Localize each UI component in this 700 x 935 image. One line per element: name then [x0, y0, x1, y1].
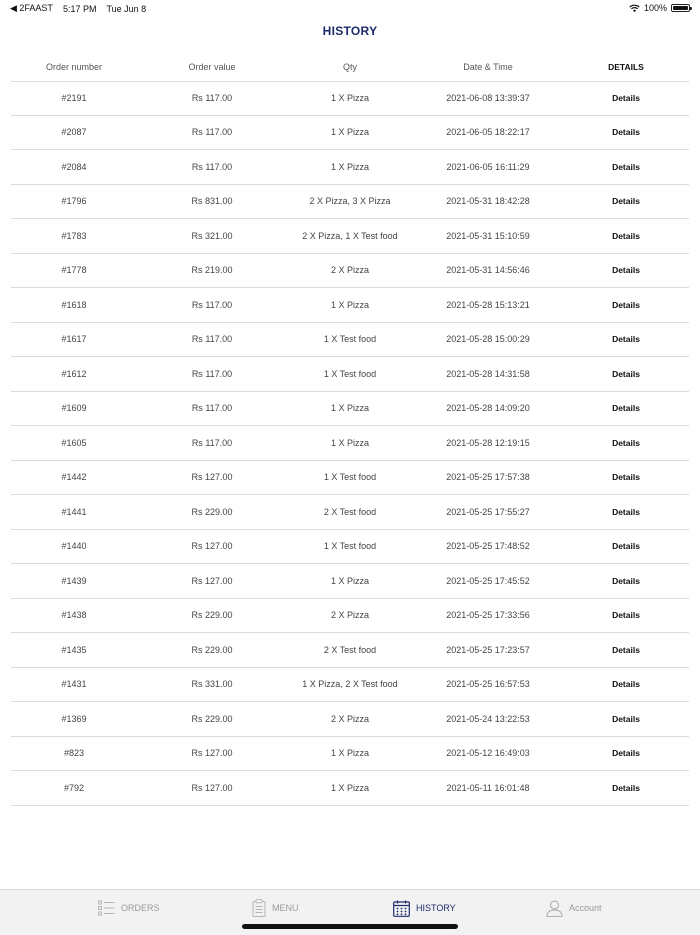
- table-row: [11, 633, 689, 668]
- order-value: Rs 117.00: [191, 334, 233, 345]
- order-date-time: 2021-05-25 17:55:27: [446, 506, 530, 517]
- order-qty: 2 X Test food: [323, 506, 377, 517]
- order-date-time: 2021-05-25 17:23:57: [446, 644, 530, 655]
- tab-menu[interactable]: [252, 899, 299, 917]
- order-value: Rs 229.00: [191, 644, 233, 655]
- order-qty: 1 X Pizza: [330, 403, 370, 414]
- tab-menu-label: MENU: [272, 903, 299, 913]
- status-time: 5:17 PM: [62, 3, 97, 14]
- order-qty: 1 X Test food: [323, 472, 377, 483]
- details-link[interactable]: Details: [612, 92, 640, 103]
- table-row: [11, 357, 689, 392]
- table-row: [11, 254, 689, 289]
- order-number: #823: [63, 748, 85, 759]
- order-date-time: 2021-05-28 14:31:58: [446, 368, 530, 379]
- details-link[interactable]: Details: [612, 506, 640, 517]
- table-row: [11, 564, 689, 599]
- order-qty: 1 X Test food: [323, 368, 377, 379]
- order-date-time: 2021-05-25 16:57:53: [446, 679, 530, 690]
- table-row: [11, 81, 689, 116]
- order-number: #1605: [61, 437, 87, 448]
- tab-account-label: Account: [569, 903, 602, 913]
- table-row: [11, 668, 689, 703]
- tab-orders[interactable]: [98, 899, 160, 917]
- order-value: Rs 127.00: [191, 748, 233, 759]
- tab-history[interactable]: [393, 899, 456, 917]
- order-number: #1441: [61, 506, 87, 517]
- table-row: [11, 392, 689, 427]
- header-qty: Qty: [342, 61, 357, 72]
- order-qty: 1 X Pizza: [330, 782, 370, 793]
- order-date-time: 2021-06-05 18:22:17: [446, 127, 530, 138]
- order-date-time: 2021-05-28 15:00:29: [446, 334, 530, 345]
- table-row: [11, 323, 689, 358]
- table-row: [11, 185, 689, 220]
- order-date-time: 2021-05-24 13:22:53: [446, 713, 530, 724]
- order-number: #1435: [61, 644, 87, 655]
- order-qty: 1 X Pizza: [330, 92, 370, 103]
- details-link[interactable]: Details: [612, 644, 640, 655]
- order-qty: 2 X Pizza: [330, 713, 370, 724]
- order-number: #1440: [61, 541, 87, 552]
- battery-icon: [671, 4, 690, 12]
- header-order-number: Order number: [45, 61, 103, 72]
- order-qty: 2 X Pizza: [330, 610, 370, 621]
- order-qty: 1 X Pizza: [330, 437, 370, 448]
- table-row: [11, 219, 689, 254]
- order-number: #1618: [61, 299, 87, 310]
- details-link[interactable]: Details: [612, 713, 640, 724]
- order-value: Rs 117.00: [191, 92, 233, 103]
- order-date-time: 2021-06-05 16:11:29: [446, 161, 530, 172]
- order-date-time: 2021-05-25 17:45:52: [446, 575, 530, 586]
- order-value: Rs 117.00: [191, 437, 233, 448]
- order-qty: 1 X Pizza: [330, 748, 370, 759]
- order-qty: 1 X Pizza: [330, 299, 370, 310]
- order-number: #1438: [61, 610, 87, 621]
- details-link[interactable]: Details: [612, 748, 640, 759]
- status-date: Tue Jun 8: [106, 3, 147, 14]
- order-qty: 2 X Pizza, 1 X Test food: [302, 230, 398, 241]
- tab-orders-label: ORDERS: [121, 903, 160, 913]
- details-link[interactable]: Details: [612, 679, 640, 690]
- order-value: Rs 117.00: [191, 299, 233, 310]
- order-date-time: 2021-05-28 15:13:21: [446, 299, 530, 310]
- order-qty: 1 X Pizza: [330, 127, 370, 138]
- order-date-time: 2021-05-31 15:10:59: [446, 230, 530, 241]
- list-icon: [98, 900, 115, 916]
- order-value: Rs 127.00: [191, 472, 233, 483]
- order-date-time: 2021-05-11 16:01:48: [446, 782, 530, 793]
- table-header: [11, 52, 689, 82]
- details-link[interactable]: Details: [612, 437, 640, 448]
- order-qty: 2 X Test food: [323, 644, 377, 655]
- details-link[interactable]: Details: [612, 334, 640, 345]
- table-row: [11, 737, 689, 772]
- order-qty: 2 X Pizza, 3 X Pizza: [309, 196, 391, 207]
- calendar-icon: [393, 900, 410, 917]
- table-row: [11, 599, 689, 634]
- details-link[interactable]: Details: [612, 368, 640, 379]
- tab-account[interactable]: [546, 899, 602, 917]
- table-row: [11, 288, 689, 323]
- order-number: #2087: [61, 127, 87, 138]
- order-date-time: 2021-05-28 12:19:15: [446, 437, 530, 448]
- order-value: Rs 127.00: [191, 541, 233, 552]
- order-date-time: 2021-05-31 14:56:46: [446, 265, 530, 276]
- details-link[interactable]: Details: [612, 575, 640, 586]
- order-date-time: 2021-05-25 17:57:38: [446, 472, 530, 483]
- header-details: DETAILS: [608, 61, 644, 72]
- order-number: #1612: [61, 368, 87, 379]
- order-value: Rs 229.00: [191, 506, 233, 517]
- order-qty: 1 X Pizza: [330, 161, 370, 172]
- order-number: #792: [63, 782, 85, 793]
- order-value: Rs 117.00: [191, 368, 233, 379]
- order-value: Rs 331.00: [191, 679, 233, 690]
- order-number: #1783: [61, 230, 87, 241]
- order-date-time: 2021-05-31 18:42:28: [446, 196, 530, 207]
- order-value: Rs 831.00: [191, 196, 233, 207]
- table-row: [11, 495, 689, 530]
- details-link[interactable]: Details: [612, 782, 640, 793]
- table-row: [11, 461, 689, 496]
- order-qty: 2 X Pizza: [330, 265, 370, 276]
- order-qty: 1 X Test food: [323, 334, 377, 345]
- details-link[interactable]: Details: [612, 610, 640, 621]
- clipboard-icon: [252, 899, 266, 917]
- details-link[interactable]: Details: [612, 230, 640, 241]
- order-number: #1369: [61, 713, 87, 724]
- details-link[interactable]: Details: [612, 541, 640, 552]
- table-row: [11, 771, 689, 806]
- order-date-time: 2021-05-25 17:48:52: [446, 541, 530, 552]
- order-number: #1439: [61, 575, 87, 586]
- table-row: [11, 530, 689, 565]
- order-number: #1617: [61, 334, 87, 345]
- header-order-value: Order value: [188, 61, 236, 72]
- back-to-app-link[interactable]: ◀ 2FAAST: [10, 3, 53, 13]
- order-date-time: 2021-05-12 16:49:03: [446, 748, 530, 759]
- details-link[interactable]: Details: [612, 403, 640, 414]
- order-history-table: [11, 81, 689, 806]
- order-value: Rs 321.00: [191, 230, 233, 241]
- order-value: Rs 117.00: [191, 127, 233, 138]
- table-row: [11, 116, 689, 151]
- order-date-time: 2021-06-08 13:39:37: [446, 92, 530, 103]
- details-link[interactable]: Details: [612, 472, 640, 483]
- battery-percent: 100%: [643, 3, 667, 13]
- details-link[interactable]: Details: [612, 299, 640, 310]
- details-link[interactable]: Details: [612, 161, 640, 172]
- order-value: Rs 229.00: [191, 713, 233, 724]
- details-link[interactable]: Details: [612, 127, 640, 138]
- details-link[interactable]: Details: [612, 265, 640, 276]
- tab-history-label: HISTORY: [416, 903, 456, 913]
- order-value: Rs 117.00: [191, 161, 233, 172]
- order-value: Rs 229.00: [191, 610, 233, 621]
- order-qty: 1 X Pizza, 2 X Test food: [302, 679, 398, 690]
- order-date-time: 2021-05-28 14:09:20: [446, 403, 530, 414]
- status-bar: [0, 0, 700, 18]
- order-number: #1778: [61, 265, 87, 276]
- order-number: #1442: [61, 472, 87, 483]
- order-number: #1609: [61, 403, 87, 414]
- table-row: [11, 426, 689, 461]
- order-number: #1796: [61, 196, 87, 207]
- order-qty: 1 X Test food: [323, 541, 377, 552]
- header-date-time: Date & Time: [463, 61, 513, 72]
- order-value: Rs 127.00: [191, 575, 233, 586]
- page-title: HISTORY: [322, 24, 378, 38]
- home-indicator[interactable]: [242, 924, 458, 929]
- order-value: Rs 219.00: [191, 265, 233, 276]
- order-date-time: 2021-05-25 17:33:56: [446, 610, 530, 621]
- order-number: #2084: [61, 161, 87, 172]
- order-qty: 1 X Pizza: [330, 575, 370, 586]
- order-value: Rs 127.00: [191, 782, 233, 793]
- order-number: #1431: [61, 679, 87, 690]
- details-link[interactable]: Details: [612, 196, 640, 207]
- table-row: [11, 150, 689, 185]
- order-number: #2191: [61, 92, 87, 103]
- wifi-icon: [629, 4, 640, 13]
- person-icon: [546, 900, 563, 917]
- table-row: [11, 702, 689, 737]
- order-value: Rs 117.00: [191, 403, 233, 414]
